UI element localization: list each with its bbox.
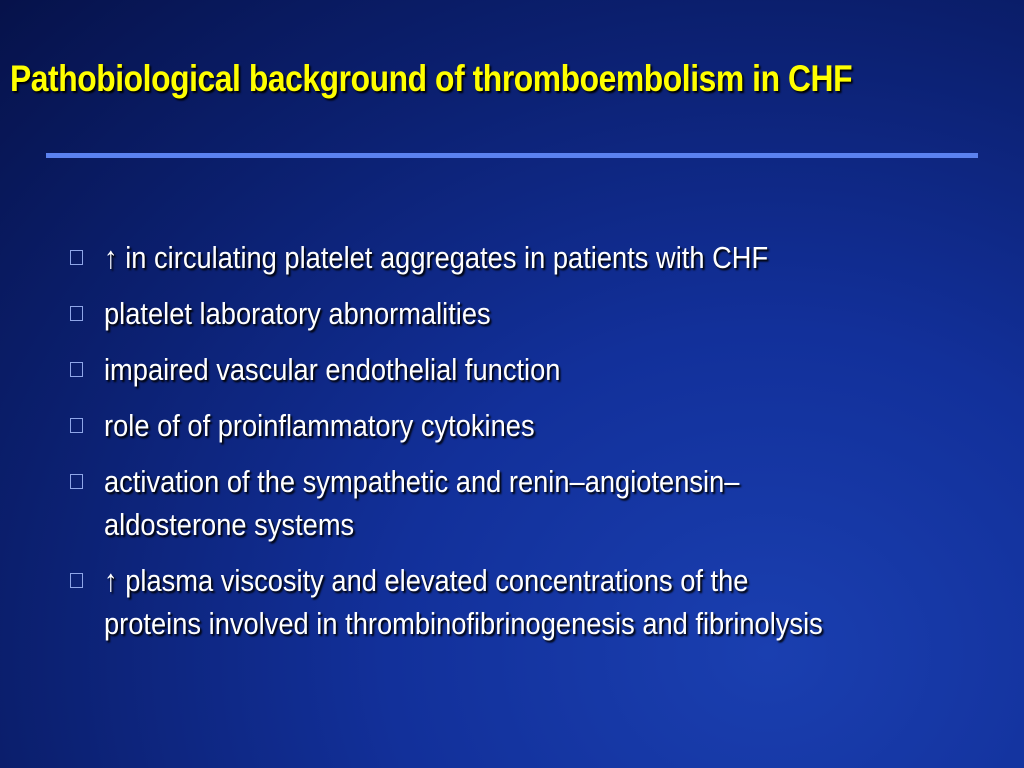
bullet-text: ↑ in circulating platelet aggregates in patients with CHF [104, 240, 769, 275]
bullet-item [64, 292, 994, 335]
bullet-text: role of of proinflammatory cytokines [104, 408, 535, 443]
bullet-text: activation of the sympathetic and renin–angiotensin– aldosterone systems [104, 464, 740, 542]
box-bullet-icon [70, 250, 83, 265]
box-bullet-icon [70, 474, 83, 489]
box-bullet-icon [70, 306, 83, 321]
box-bullet-icon [70, 573, 83, 588]
slide-title: Pathobiological background of thromboembolism in CHF [10, 58, 853, 99]
bullet-item [64, 460, 994, 546]
bullet-text: impaired vascular endothelial function [104, 352, 561, 387]
bullet-text: ↑ plasma viscosity and elevated concentrations of the proteins involved in thrombinofibrinogenesis and fibrinolysis [104, 563, 823, 641]
bullet-item [64, 348, 994, 391]
bullet-item [64, 404, 994, 447]
bullet-item [64, 236, 994, 279]
bullet-item [64, 559, 994, 645]
bullet-text: platelet laboratory abnormalities [104, 296, 491, 331]
box-bullet-icon [70, 418, 83, 433]
box-bullet-icon [70, 362, 83, 377]
bullet-list [64, 236, 994, 658]
title-divider [46, 153, 978, 158]
